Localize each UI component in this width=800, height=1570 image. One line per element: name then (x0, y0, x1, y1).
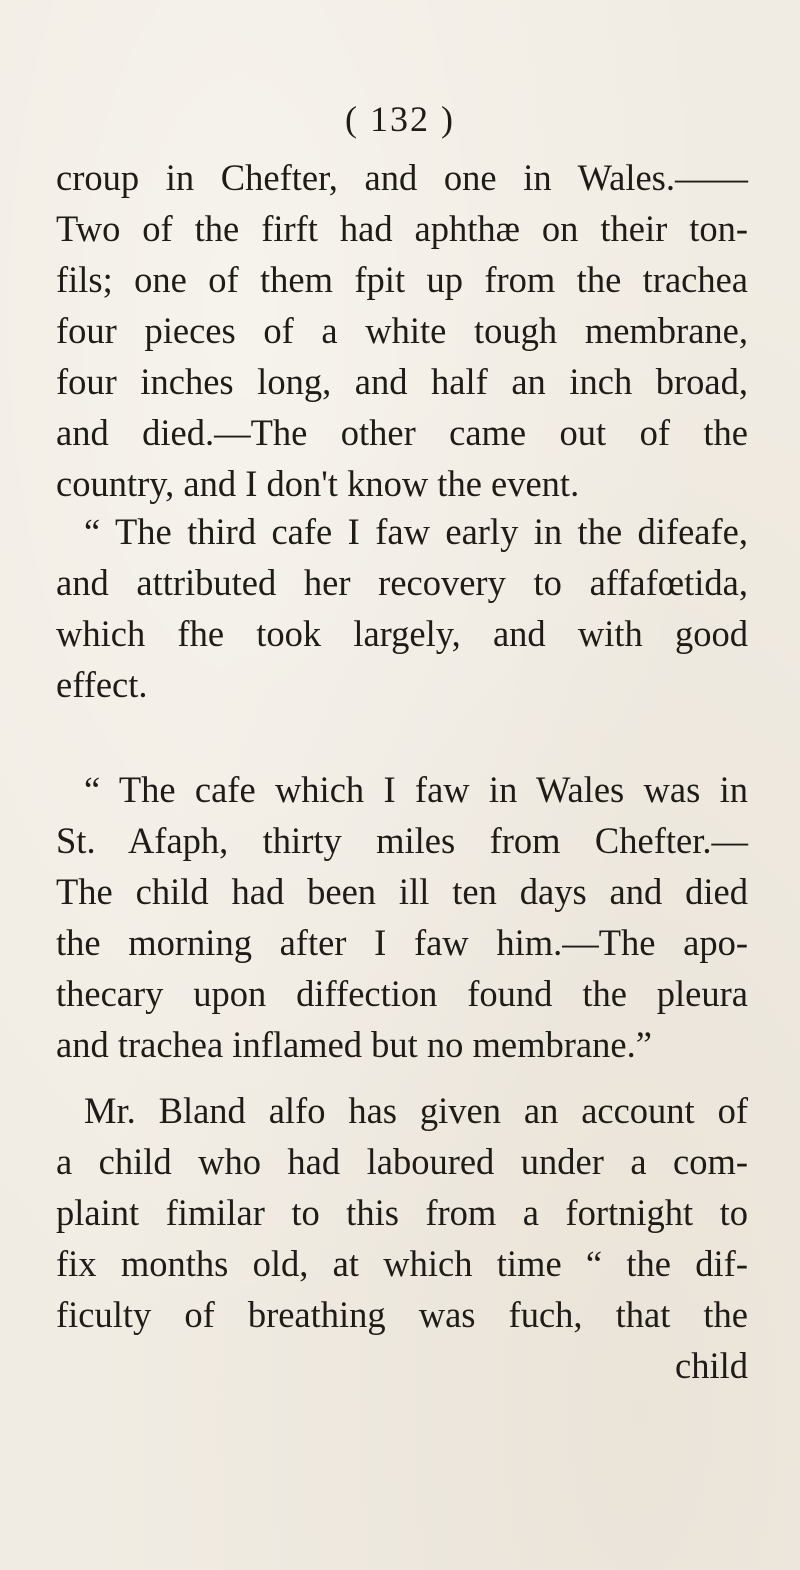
text-line: croup in Chefter, and one in Wales.—— (56, 157, 748, 198)
text-line: the morning after I faw him.—The apo- (56, 922, 748, 963)
text-line: fils; one of them fpit up from the trachea (56, 259, 748, 300)
paragraph-mr-bland (56, 1085, 748, 1391)
text-line: fix months old, at which time “ the dif- (56, 1243, 748, 1284)
text-line: Two of the firft had aphthæ on their ton- (56, 208, 748, 249)
paragraph-wales-case (56, 764, 748, 1070)
text-line: which fhe took largely, and with good (56, 613, 748, 654)
text-line: and died.—The other came out of the (56, 412, 748, 453)
text-line: plaint fimilar to this from a fortnight to (56, 1192, 748, 1233)
text-line: and trachea inflamed but no membrane.” (56, 1024, 652, 1065)
text-line: four inches long, and half an inch broad, (56, 361, 748, 402)
text-line: a child who had laboured under a com- (56, 1141, 748, 1182)
paragraph-croup-cases (56, 152, 748, 509)
text-line: thecary upon diffection found the pleura (56, 973, 748, 1014)
text-line: “ The cafe which I faw in Wales was in (84, 769, 748, 810)
text-line: and attributed her recovery to affafœtida, (56, 562, 748, 603)
page-number: ( 132 ) (345, 99, 455, 139)
catchword: child (675, 1345, 748, 1386)
text-line: four pieces of a white tough membrane, (56, 310, 748, 351)
text-line: effect. (56, 664, 148, 705)
text-line: Mr. Bland alfo has given an account of (84, 1090, 748, 1131)
text-line: St. Afaph, thirty miles from Chefter.— (56, 820, 748, 861)
paragraph-third-case (56, 506, 748, 710)
text-line: The child had been ill ten days and died (56, 871, 748, 912)
text-line: ficulty of breathing was fuch, that the (56, 1294, 748, 1335)
text-line: “ The third cafe I faw early in the difeafe, (84, 511, 748, 552)
text-line: country, and I don't know the event. (56, 463, 580, 504)
